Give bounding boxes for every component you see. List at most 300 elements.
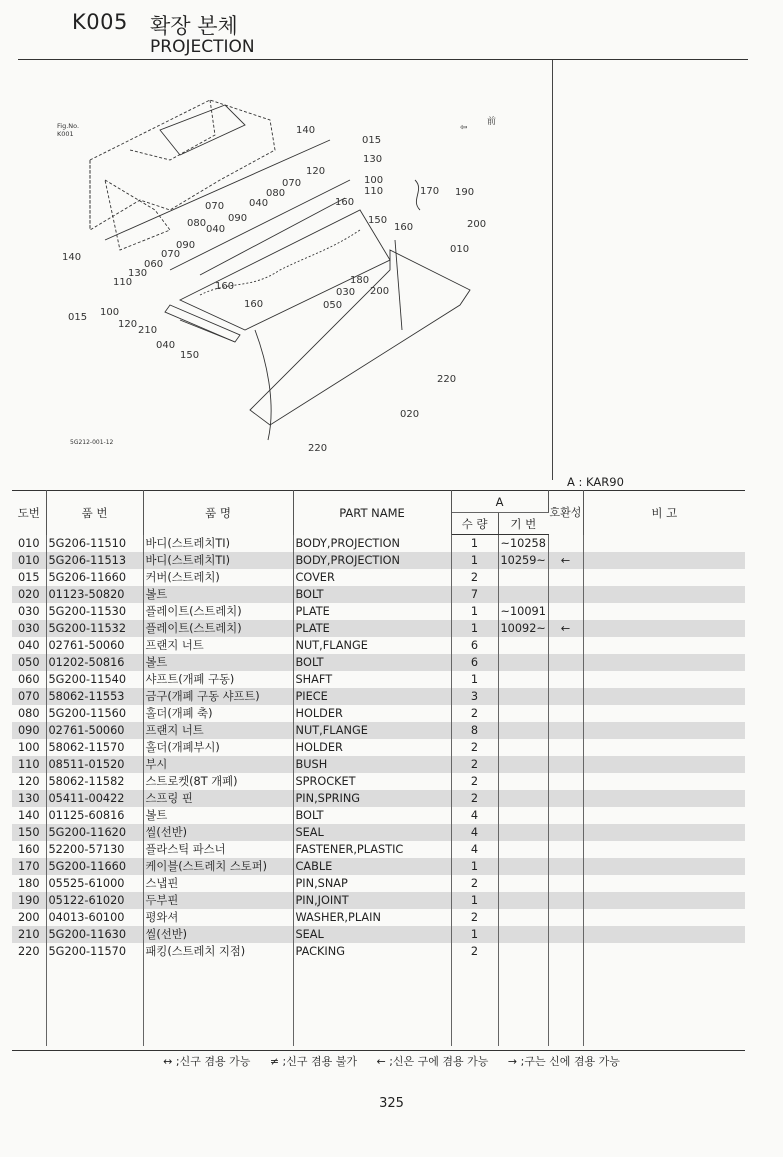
cell-ref: 180 <box>12 875 46 892</box>
table-row <box>12 773 745 790</box>
cell-ic <box>548 603 583 620</box>
cell-ic <box>548 739 583 756</box>
cell-name-en: HOLDER <box>293 739 451 756</box>
svg-text:220: 220 <box>437 374 457 385</box>
cell-name-en: BOLT <box>293 586 451 603</box>
cell-name-en: PACKING <box>293 943 451 960</box>
svg-text:220: 220 <box>308 443 328 454</box>
cell-ic <box>548 654 583 671</box>
cell-ic <box>548 569 583 586</box>
table-row <box>12 586 745 603</box>
cell-serial <box>498 688 548 705</box>
cell-serial <box>498 739 548 756</box>
cell-ref: 140 <box>12 807 46 824</box>
legend-item: ≠ ;신구 겸용 불가 <box>269 1055 357 1068</box>
cell-serial <box>498 807 548 824</box>
cell-ref: 015 <box>12 569 46 586</box>
svg-text:015: 015 <box>362 135 382 146</box>
cell-name-kr: 두부핀 <box>143 892 293 909</box>
cell-qty: 2 <box>451 569 498 586</box>
section-code: K005 <box>72 10 128 34</box>
cell-qty: 1 <box>451 858 498 875</box>
cell-name-kr: 케이블(스트레치 스토퍼) <box>143 858 293 875</box>
col-serial: 기 번 <box>498 513 548 535</box>
section-title-english: PROJECTION <box>150 37 255 57</box>
table-row <box>12 756 745 773</box>
cell-serial <box>498 654 548 671</box>
cell-ref: 200 <box>12 909 46 926</box>
col-part-name-kr: 품 명 <box>143 491 293 535</box>
cell-qty: 1 <box>451 535 498 553</box>
cell-ic <box>548 586 583 603</box>
cell-ref: 190 <box>12 892 46 909</box>
cell-ref: 210 <box>12 926 46 943</box>
cell-part-no: 58062-11570 <box>46 739 143 756</box>
cell-name-en: NUT,FLANGE <box>293 637 451 654</box>
cell-qty: 2 <box>451 756 498 773</box>
cell-part-no: 5G200-11532 <box>46 620 143 637</box>
cell-ref: 030 <box>12 620 46 637</box>
svg-text:5G212-001-12: 5G212-001-12 <box>70 439 114 446</box>
cell-serial <box>498 790 548 807</box>
cell-qty: 4 <box>451 841 498 858</box>
col-qty: 수 량 <box>451 513 498 535</box>
cell-remarks <box>583 824 745 841</box>
col-ref-no: 도번 <box>12 491 46 535</box>
cell-name-kr: 볼트 <box>143 586 293 603</box>
table-row <box>12 841 745 858</box>
cell-serial <box>498 909 548 926</box>
cell-qty: 4 <box>451 824 498 841</box>
table-header-row <box>12 491 745 513</box>
cell-name-kr: 금구(개폐 구동 샤프트) <box>143 688 293 705</box>
cell-remarks <box>583 807 745 824</box>
cell-remarks <box>583 688 745 705</box>
cell-remarks <box>583 926 745 943</box>
cell-ref: 220 <box>12 943 46 960</box>
svg-text:130: 130 <box>363 154 383 165</box>
cell-ref: 130 <box>12 790 46 807</box>
cell-part-no: 5G200-11630 <box>46 926 143 943</box>
cell-qty: 4 <box>451 807 498 824</box>
cell-serial: 10259~ <box>498 552 548 569</box>
cell-part-no: 5G200-11540 <box>46 671 143 688</box>
cell-name-en: SHAFT <box>293 671 451 688</box>
cell-part-no: 5G206-11660 <box>46 569 143 586</box>
cell-ic <box>548 637 583 654</box>
cell-name-en: PIN,JOINT <box>293 892 451 909</box>
cell-serial <box>498 637 548 654</box>
cell-remarks <box>583 569 745 586</box>
table-row <box>12 926 745 943</box>
cell-part-no: 58062-11582 <box>46 773 143 790</box>
cell-part-no: 05122-61020 <box>46 892 143 909</box>
table-row <box>12 824 745 841</box>
cell-name-kr: 홀더(개폐부시) <box>143 739 293 756</box>
cell-ref: 170 <box>12 858 46 875</box>
cell-remarks <box>583 841 745 858</box>
cell-part-no: 5G200-11570 <box>46 943 143 960</box>
svg-text:130: 130 <box>128 268 148 279</box>
cell-serial <box>498 705 548 722</box>
cell-qty: 3 <box>451 688 498 705</box>
cell-ref: 010 <box>12 535 46 553</box>
cell-qty: 2 <box>451 943 498 960</box>
cell-ic <box>548 909 583 926</box>
col-group-a: A <box>451 491 548 513</box>
parts-table <box>12 490 745 1046</box>
svg-text:110: 110 <box>113 277 133 288</box>
cell-name-kr: 플레이트(스트레치) <box>143 620 293 637</box>
legend-item: ← ;신은 구에 겸용 가능 <box>376 1055 489 1068</box>
cell-part-no: 5G200-11560 <box>46 705 143 722</box>
footer-rule <box>12 1050 745 1051</box>
cell-qty: 6 <box>451 654 498 671</box>
cell-remarks <box>583 739 745 756</box>
cell-qty: 7 <box>451 586 498 603</box>
cell-serial <box>498 875 548 892</box>
cell-ic <box>548 824 583 841</box>
cell-remarks <box>583 586 745 603</box>
cell-name-en: BODY,PROJECTION <box>293 535 451 553</box>
cell-empty <box>12 960 46 1046</box>
cell-name-en: SPROCKET <box>293 773 451 790</box>
table-row <box>12 858 745 875</box>
cell-serial <box>498 722 548 739</box>
cell-ic <box>548 756 583 773</box>
cell-name-en: PIN,SNAP <box>293 875 451 892</box>
cell-part-no: 04013-60100 <box>46 909 143 926</box>
svg-text:210: 210 <box>138 325 158 336</box>
cell-empty <box>293 960 451 1046</box>
cell-part-no: 08511-01520 <box>46 756 143 773</box>
cell-qty: 1 <box>451 671 498 688</box>
legend-item: → ;구는 신에 겸용 가능 <box>507 1055 620 1068</box>
cell-ic <box>548 688 583 705</box>
section-title-korean: 확장 본체 <box>150 14 238 38</box>
svg-text:090: 090 <box>228 213 248 224</box>
cell-name-en: BOLT <box>293 807 451 824</box>
cell-name-kr: 플레이트(스트레치) <box>143 603 293 620</box>
svg-text:170: 170 <box>420 186 440 197</box>
cell-serial: 10092~ <box>498 620 548 637</box>
cell-name-en: PLATE <box>293 603 451 620</box>
svg-text:070: 070 <box>282 178 302 189</box>
cell-empty <box>46 960 143 1046</box>
cell-remarks <box>583 943 745 960</box>
cell-name-kr: 홀더(개폐 축) <box>143 705 293 722</box>
svg-text:160: 160 <box>244 299 264 310</box>
interchange-legend <box>0 1053 783 1069</box>
svg-text:190: 190 <box>455 187 475 198</box>
cell-remarks <box>583 892 745 909</box>
cell-ref: 120 <box>12 773 46 790</box>
table-row <box>12 892 745 909</box>
col-remarks: 비 고 <box>583 491 745 535</box>
table-row <box>12 909 745 926</box>
svg-text:010: 010 <box>450 244 470 255</box>
page-number: 325 <box>379 1096 404 1111</box>
cell-ref: 080 <box>12 705 46 722</box>
svg-text:140: 140 <box>296 125 316 136</box>
col-part-no: 품 번 <box>46 491 143 535</box>
cell-part-no: 01123-50820 <box>46 586 143 603</box>
cell-ic <box>548 671 583 688</box>
table-row <box>12 807 745 824</box>
table-row <box>12 535 745 553</box>
cell-qty: 2 <box>451 773 498 790</box>
cell-ref: 010 <box>12 552 46 569</box>
cell-qty: 1 <box>451 620 498 637</box>
cell-name-en: PIECE <box>293 688 451 705</box>
svg-text:070: 070 <box>161 249 181 260</box>
table-row <box>12 654 745 671</box>
cell-part-no: 58062-11553 <box>46 688 143 705</box>
cell-serial <box>498 569 548 586</box>
cell-remarks <box>583 909 745 926</box>
svg-text:080: 080 <box>266 188 286 199</box>
cell-part-no: 05525-61000 <box>46 875 143 892</box>
cell-serial <box>498 773 548 790</box>
cell-name-en: PIN,SPRING <box>293 790 451 807</box>
cell-part-no: 5G200-11660 <box>46 858 143 875</box>
legend-item: ↔ ;신구 겸용 가능 <box>163 1055 251 1068</box>
cell-serial: ~10091 <box>498 603 548 620</box>
svg-text:080: 080 <box>187 218 207 229</box>
svg-text:160: 160 <box>394 222 414 233</box>
cell-ref: 090 <box>12 722 46 739</box>
cell-empty <box>451 960 498 1046</box>
cell-serial <box>498 756 548 773</box>
cell-name-kr: 스트로켓(8T 개폐) <box>143 773 293 790</box>
svg-text:150: 150 <box>368 215 388 226</box>
cell-qty: 2 <box>451 909 498 926</box>
svg-text:前: 前 <box>487 117 497 127</box>
cell-ic <box>548 773 583 790</box>
cell-ic <box>548 807 583 824</box>
table-row <box>12 620 745 637</box>
cell-qty: 1 <box>451 892 498 909</box>
cell-name-kr: 플라스틱 파스너 <box>143 841 293 858</box>
table-row <box>12 943 745 960</box>
svg-text:150: 150 <box>180 350 200 361</box>
cell-part-no: 5G200-11620 <box>46 824 143 841</box>
cell-remarks <box>583 705 745 722</box>
svg-text:030: 030 <box>336 287 356 298</box>
cell-ic <box>548 722 583 739</box>
svg-text:020: 020 <box>400 409 420 420</box>
cell-ic <box>548 875 583 892</box>
cell-ref: 150 <box>12 824 46 841</box>
cell-empty <box>583 960 745 1046</box>
svg-text:015: 015 <box>68 312 88 323</box>
cell-remarks <box>583 671 745 688</box>
cell-qty: 2 <box>451 739 498 756</box>
cell-ic <box>548 926 583 943</box>
cell-serial <box>498 926 548 943</box>
svg-text:120: 120 <box>306 166 326 177</box>
cell-qty: 1 <box>451 603 498 620</box>
cell-name-en: CABLE <box>293 858 451 875</box>
cell-ic <box>548 790 583 807</box>
cell-name-kr: 씰(선반) <box>143 824 293 841</box>
table-row <box>12 739 745 756</box>
cell-ref: 020 <box>12 586 46 603</box>
cell-ic <box>548 841 583 858</box>
table-row <box>12 705 745 722</box>
cell-part-no: 01202-50816 <box>46 654 143 671</box>
cell-name-en: SEAL <box>293 926 451 943</box>
cell-qty: 1 <box>451 926 498 943</box>
cell-name-kr: 커버(스트레치) <box>143 569 293 586</box>
cell-remarks <box>583 535 745 553</box>
cell-ref: 100 <box>12 739 46 756</box>
cell-name-kr: 샤프트(개폐 구동) <box>143 671 293 688</box>
cell-name-kr: 평와셔 <box>143 909 293 926</box>
table-row <box>12 722 745 739</box>
table-row <box>12 671 745 688</box>
svg-text:040: 040 <box>206 224 226 235</box>
cell-name-kr: 씰(선반) <box>143 926 293 943</box>
cell-ic: ← <box>548 620 583 637</box>
cell-name-en: BUSH <box>293 756 451 773</box>
cell-name-en: SEAL <box>293 824 451 841</box>
cell-ref: 160 <box>12 841 46 858</box>
svg-text:100: 100 <box>100 307 120 318</box>
cell-qty: 2 <box>451 705 498 722</box>
model-note: A : KAR90 <box>567 475 624 489</box>
table-row <box>12 637 745 654</box>
diagram-callouts <box>57 115 496 454</box>
cell-qty: 2 <box>451 875 498 892</box>
svg-text:200: 200 <box>467 219 487 230</box>
cell-remarks <box>583 552 745 569</box>
cell-qty: 8 <box>451 722 498 739</box>
svg-text:K001: K001 <box>57 130 74 138</box>
cell-ic: ← <box>548 552 583 569</box>
cell-empty <box>498 960 548 1046</box>
cell-qty: 1 <box>451 552 498 569</box>
table-row <box>12 569 745 586</box>
svg-text:180: 180 <box>350 275 370 286</box>
cell-ref: 060 <box>12 671 46 688</box>
cell-remarks <box>583 722 745 739</box>
cell-part-no: 5G206-11510 <box>46 535 143 553</box>
cell-ic <box>548 943 583 960</box>
header-rule <box>18 59 748 60</box>
svg-text:140: 140 <box>62 252 82 263</box>
cell-name-en: PLATE <box>293 620 451 637</box>
svg-text:040: 040 <box>156 340 176 351</box>
cell-serial: ~10258 <box>498 535 548 553</box>
cell-name-en: WASHER,PLAIN <box>293 909 451 926</box>
cell-remarks <box>583 637 745 654</box>
cell-name-kr: 프랜지 너트 <box>143 637 293 654</box>
cell-name-en: HOLDER <box>293 705 451 722</box>
table-row <box>12 552 745 569</box>
cell-remarks <box>583 858 745 875</box>
cell-remarks <box>583 603 745 620</box>
cell-ic <box>548 705 583 722</box>
svg-text:040: 040 <box>249 198 269 209</box>
cell-name-en: NUT,FLANGE <box>293 722 451 739</box>
cell-name-kr: 부시 <box>143 756 293 773</box>
parts-table-body <box>12 535 745 1047</box>
svg-text:120: 120 <box>118 319 138 330</box>
table-row <box>12 688 745 705</box>
svg-text:110: 110 <box>364 186 384 197</box>
cell-serial <box>498 824 548 841</box>
cell-serial <box>498 858 548 875</box>
cell-name-kr: 프랜지 너트 <box>143 722 293 739</box>
cell-serial <box>498 943 548 960</box>
cell-part-no: 52200-57130 <box>46 841 143 858</box>
cell-remarks <box>583 654 745 671</box>
cell-ref: 110 <box>12 756 46 773</box>
svg-text:200: 200 <box>370 286 390 297</box>
col-part-name-en: PART NAME <box>293 491 451 535</box>
cell-ref: 050 <box>12 654 46 671</box>
cell-remarks <box>583 790 745 807</box>
cell-ref: 030 <box>12 603 46 620</box>
cell-remarks <box>583 756 745 773</box>
cell-remarks <box>583 875 745 892</box>
svg-text:060: 060 <box>144 259 164 270</box>
cell-name-kr: 볼트 <box>143 807 293 824</box>
cell-remarks <box>583 620 745 637</box>
cell-serial <box>498 841 548 858</box>
cell-ic <box>548 892 583 909</box>
cell-remarks <box>583 773 745 790</box>
cell-name-en: BODY,PROJECTION <box>293 552 451 569</box>
cell-ref: 070 <box>12 688 46 705</box>
cell-part-no: 5G206-11513 <box>46 552 143 569</box>
cell-empty <box>143 960 293 1046</box>
cell-serial <box>498 671 548 688</box>
cell-ic <box>548 535 583 553</box>
cell-ic <box>548 858 583 875</box>
cell-qty: 6 <box>451 637 498 654</box>
cell-ref: 040 <box>12 637 46 654</box>
svg-text:⇦: ⇦ <box>460 123 468 133</box>
cell-name-kr: 바디(스트레치TI) <box>143 552 293 569</box>
cell-empty <box>548 960 583 1046</box>
cell-name-kr: 스프링 핀 <box>143 790 293 807</box>
cell-name-en: BOLT <box>293 654 451 671</box>
svg-text:160: 160 <box>335 197 355 208</box>
svg-text:070: 070 <box>205 201 225 212</box>
svg-text:100: 100 <box>364 175 384 186</box>
cell-name-en: COVER <box>293 569 451 586</box>
svg-text:090: 090 <box>176 240 196 251</box>
table-row <box>12 875 745 892</box>
cell-part-no: 02761-50060 <box>46 722 143 739</box>
cell-part-no: 02761-50060 <box>46 637 143 654</box>
cell-name-kr: 바디(스트레치TI) <box>143 535 293 553</box>
table-row <box>12 790 745 807</box>
figure-divider <box>552 60 553 480</box>
cell-name-kr: 스냅핀 <box>143 875 293 892</box>
svg-text:050: 050 <box>323 300 343 311</box>
table-row <box>12 603 745 620</box>
cell-name-kr: 패킹(스트레치 지점) <box>143 943 293 960</box>
cell-serial <box>498 586 548 603</box>
cell-name-en: FASTENER,PLASTIC <box>293 841 451 858</box>
cell-part-no: 01125-60816 <box>46 807 143 824</box>
cell-part-no: 5G200-11530 <box>46 603 143 620</box>
cell-part-no: 05411-00422 <box>46 790 143 807</box>
svg-text:160: 160 <box>215 281 235 292</box>
